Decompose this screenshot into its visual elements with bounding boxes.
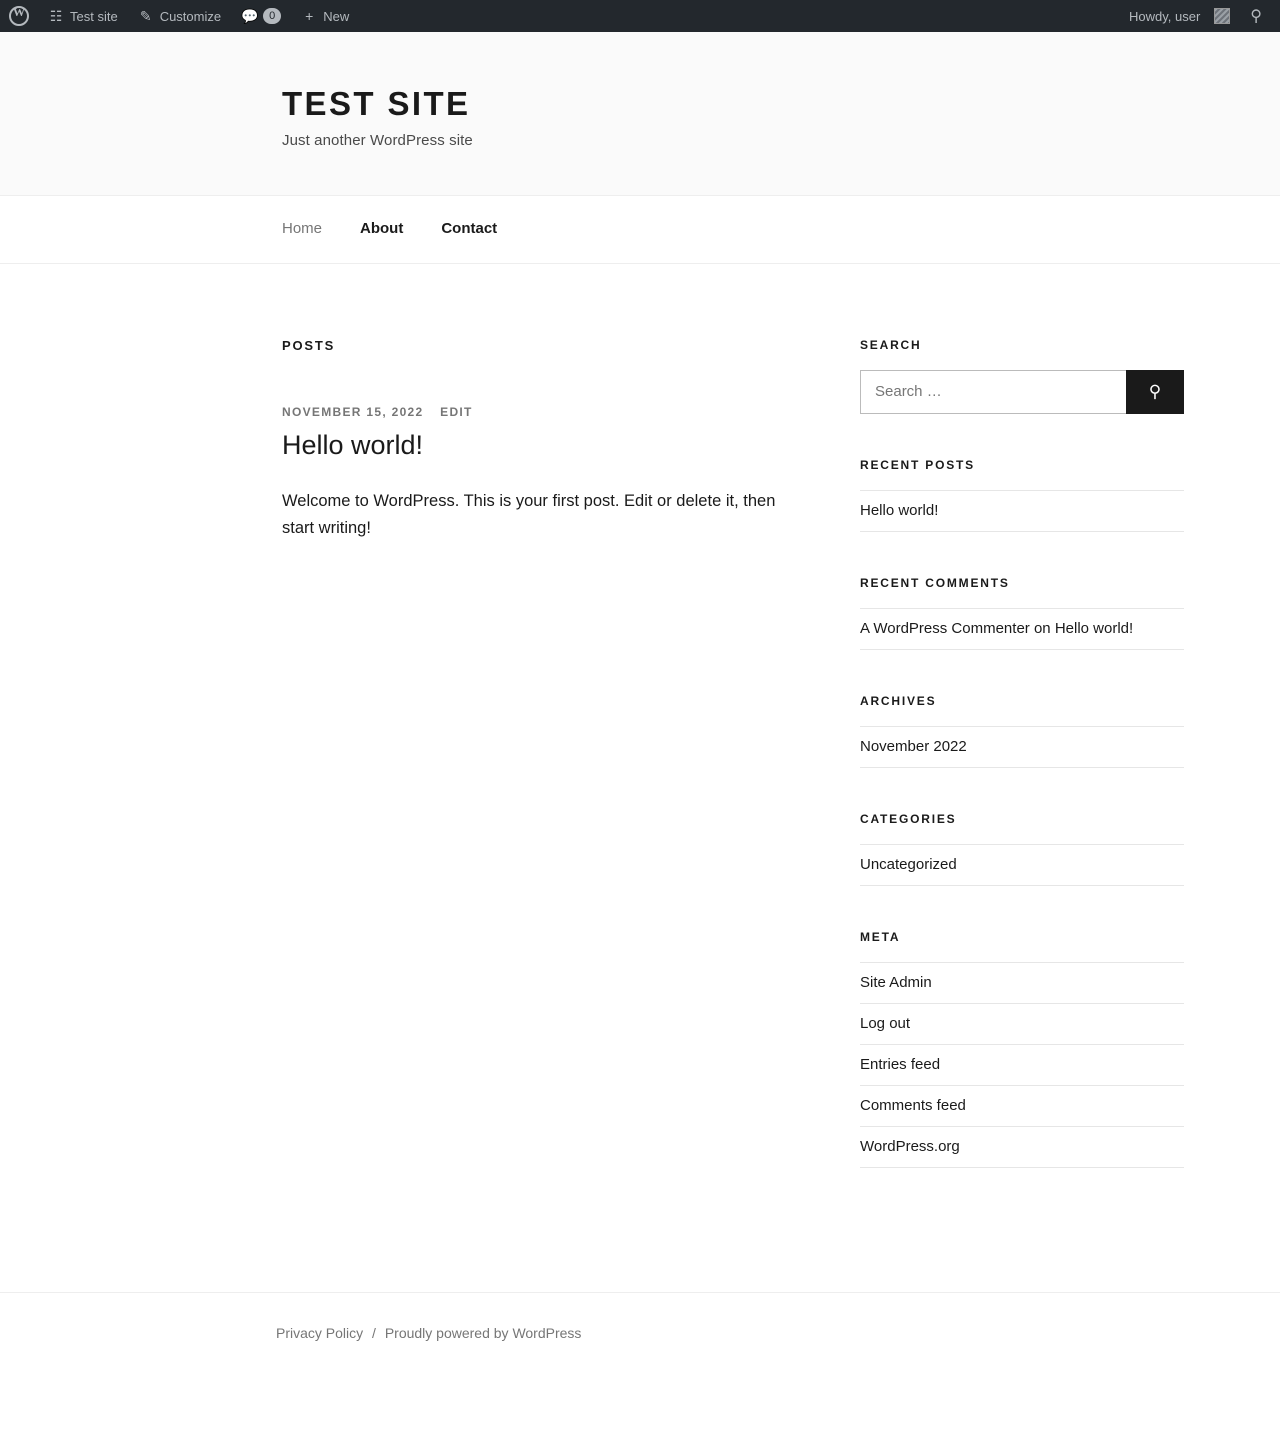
powered-by-link[interactable]: Proudly powered by WordPress (384, 1324, 582, 1341)
list-item[interactable] (860, 726, 1184, 768)
category-link[interactable]: Uncategorized (860, 855, 957, 873)
widget-categories-title: CATEGORIES (860, 811, 957, 826)
site-header-wrap (94, 84, 1186, 149)
widget-categories (860, 812, 1184, 886)
admin-bar-right (1119, 0, 1272, 32)
admin-bar-customize-label: Customize (159, 8, 222, 24)
comment-post-link[interactable]: Hello world! (1054, 619, 1134, 637)
admin-bar-comments-count: 0 (263, 8, 281, 24)
widget-archives-title: ARCHIVES (860, 693, 937, 708)
admin-bar-search-icon[interactable]: ⚲ (1250, 8, 1262, 25)
archives-list (860, 726, 1184, 768)
dashboard-icon: ☷ (49, 8, 63, 24)
widget-recent-posts-title: RECENT POSTS (860, 457, 975, 472)
nav-link-home[interactable]: Home (282, 220, 323, 238)
post-meta (282, 405, 802, 419)
content-wrap (94, 264, 1186, 1212)
nav-item-about[interactable] (360, 220, 403, 238)
archive-link[interactable]: November 2022 (860, 737, 967, 755)
site-header (0, 32, 1280, 196)
posts-section-heading: POSTS (282, 337, 336, 353)
privacy-policy-link[interactable]: Privacy Policy (276, 1324, 364, 1341)
post-edit-link[interactable]: EDIT (440, 404, 473, 419)
meta-list (860, 962, 1184, 1168)
list-item[interactable] (860, 962, 1184, 1004)
widget-recent-comments-title: RECENT COMMENTS (860, 575, 1010, 590)
footer-separator: / (372, 1324, 376, 1341)
comment-author-link[interactable]: A WordPress Commenter (860, 619, 1030, 637)
post-title-link[interactable]: Hello world! (282, 429, 424, 460)
admin-bar-new[interactable] (291, 0, 359, 32)
widget-search (860, 338, 1184, 414)
search-icon: ⚲ (1148, 381, 1162, 401)
nav-list (282, 196, 1186, 263)
main-content (282, 338, 802, 1212)
meta-link-site-admin[interactable]: Site Admin (860, 973, 932, 991)
wordpress-logo-icon (9, 6, 29, 26)
admin-bar-left (0, 0, 359, 32)
recent-comments-list (860, 608, 1184, 650)
post-title (282, 429, 802, 463)
list-item (860, 608, 1184, 650)
list-item[interactable] (860, 490, 1184, 532)
admin-bar-comments[interactable] (231, 0, 291, 32)
widget-archives (860, 694, 1184, 768)
meta-link-log-out[interactable]: Log out (860, 1014, 911, 1032)
primary-navigation (0, 196, 1280, 264)
admin-bar-site-name[interactable] (38, 0, 128, 32)
nav-wrap (94, 196, 1186, 263)
admin-bar (0, 0, 1280, 32)
recent-posts-list (860, 490, 1184, 532)
meta-link-wordpress-org[interactable]: WordPress.org (860, 1137, 960, 1155)
list-item[interactable] (860, 844, 1184, 886)
plus-icon: + (305, 8, 314, 24)
list-item[interactable] (860, 1127, 1184, 1168)
post-excerpt: Welcome to WordPress. This is your first post. Edit or delete it, then start writing! (282, 492, 776, 538)
comment-bubble-icon: 💬 (241, 8, 259, 24)
widget-recent-posts (860, 458, 1184, 532)
paintbrush-icon: ✎ (139, 8, 152, 24)
meta-link-comments-feed[interactable]: Comments feed (860, 1096, 966, 1114)
widget-recent-comments (860, 576, 1184, 650)
comment-on-text: on (1033, 619, 1051, 637)
search-form (860, 370, 1184, 414)
widget-meta-title: META (860, 929, 901, 944)
post-date[interactable]: NOVEMBER 15, 2022 (282, 404, 424, 419)
admin-bar-customize[interactable] (128, 0, 231, 32)
nav-item-contact[interactable] (441, 220, 497, 238)
list-item[interactable] (860, 1045, 1184, 1086)
list-item[interactable] (860, 1086, 1184, 1127)
search-submit-button[interactable] (1126, 370, 1184, 414)
categories-list (860, 844, 1184, 886)
admin-bar-howdy-label: Howdy, user (1128, 8, 1201, 24)
sidebar (860, 338, 1184, 1212)
site-title[interactable]: TEST SITE (282, 85, 471, 122)
post-article (282, 405, 802, 542)
content-area (282, 264, 1186, 1212)
meta-link-entries-feed[interactable]: Entries feed (860, 1055, 941, 1073)
avatar (1214, 8, 1230, 24)
post-content (282, 488, 802, 541)
search-input[interactable] (860, 370, 1126, 414)
nav-link-about[interactable]: About (360, 220, 404, 238)
site-description: Just another WordPress site (282, 131, 473, 149)
list-item[interactable] (860, 1004, 1184, 1045)
footer-wrap (94, 1325, 1186, 1341)
widget-search-title: SEARCH (860, 337, 922, 352)
footer-credits (276, 1325, 1186, 1341)
site-footer (0, 1292, 1280, 1381)
nav-link-contact[interactable]: Contact (441, 220, 498, 238)
nav-item-home[interactable] (282, 220, 322, 238)
recent-post-link[interactable]: Hello world! (860, 501, 939, 519)
admin-bar-my-account[interactable] (1119, 0, 1240, 32)
admin-bar-site-name-label: Test site (70, 8, 118, 24)
admin-bar-new-label: New (323, 8, 350, 24)
widget-meta (860, 930, 1184, 1168)
wordpress-logo-menu[interactable] (0, 0, 38, 32)
